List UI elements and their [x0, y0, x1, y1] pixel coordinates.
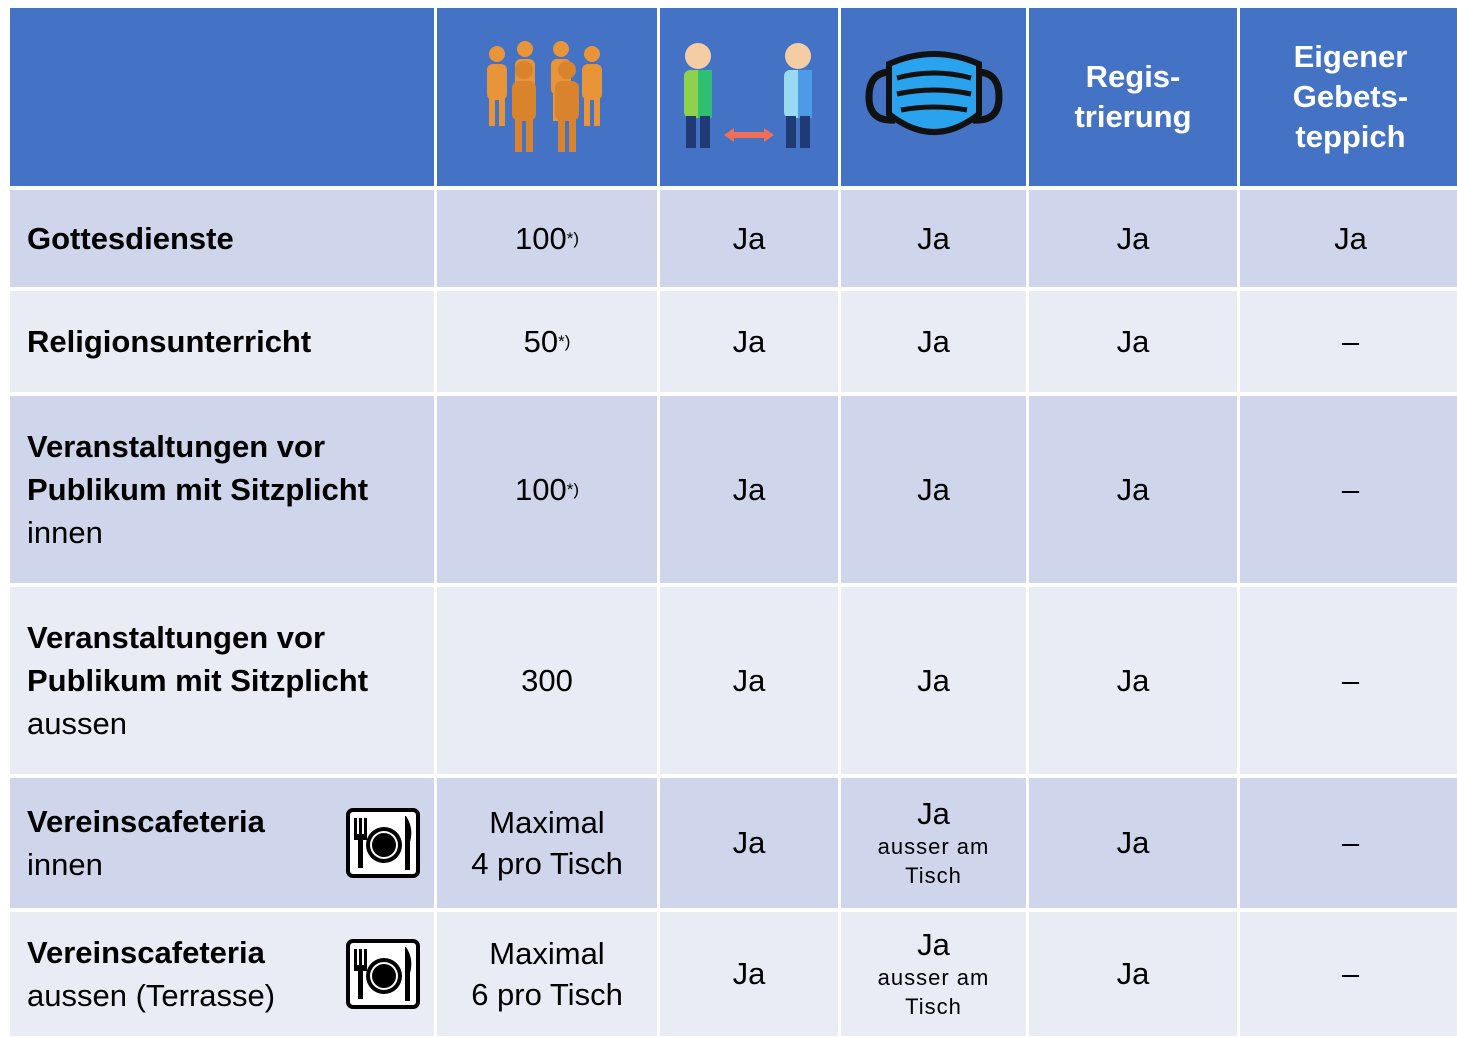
mask-cell	[841, 778, 1026, 908]
prayer-rug-cell: Ja	[1240, 190, 1457, 287]
mask-value: Ja	[917, 927, 950, 962]
face-mask-icon	[859, 42, 1009, 152]
header-registration-line-2: trierung	[1074, 99, 1192, 134]
mask-cell: Ja	[841, 291, 1026, 392]
header-prayer-rug-cell	[1240, 8, 1457, 186]
row-label-veranstaltungen-innen	[10, 396, 434, 583]
prayer-rug-cell: –	[1240, 912, 1457, 1036]
registration-cell: Ja	[1029, 778, 1237, 908]
registration-cell: Ja	[1029, 291, 1237, 392]
distance-cell: Ja	[660, 291, 838, 392]
prayer-rug-cell: –	[1240, 396, 1457, 583]
capacity-cell: 100 *)	[437, 396, 657, 583]
group-of-people-icon	[477, 40, 617, 155]
capacity-line-1: Maximal	[489, 805, 605, 840]
row-title: Vereinscafeteria	[27, 804, 265, 839]
header-prayer-rug-line-3: teppich	[1295, 119, 1406, 154]
mask-value: Ja	[917, 796, 950, 831]
row-label-gottesdienste	[10, 190, 434, 287]
row-title: Religionsunterricht	[27, 324, 312, 359]
capacity-cell	[437, 778, 657, 908]
distance-cell: Ja	[660, 190, 838, 287]
row-label-cafeteria-innen	[10, 778, 434, 908]
row-title-line-2: Publikum mit Sitzplicht	[27, 663, 369, 698]
distance-cell: Ja	[660, 396, 838, 583]
row-title-line-1: Veranstaltungen vor	[27, 620, 326, 655]
capacity-line-2: 6 pro Tisch	[471, 977, 623, 1012]
header-registration-cell	[1029, 8, 1237, 186]
header-registration-line-1: Regis-	[1085, 59, 1181, 94]
capacity-cell: 300	[437, 587, 657, 774]
distance-cell: Ja	[660, 587, 838, 774]
mask-note-line-1: ausser am	[877, 834, 990, 859]
registration-cell: Ja	[1029, 190, 1237, 287]
rules-table	[10, 8, 1457, 1036]
header-capacity-cell	[437, 8, 657, 186]
header-mask-cell	[841, 8, 1026, 186]
distance-cell: Ja	[660, 778, 838, 908]
header-empty-cell	[10, 8, 434, 186]
row-label-cafeteria-aussen	[10, 912, 434, 1036]
registration-cell: Ja	[1029, 396, 1237, 583]
row-subtitle: aussen	[27, 706, 127, 741]
row-subtitle: innen	[27, 515, 103, 550]
capacity-cell: 50 *)	[437, 291, 657, 392]
mask-cell: Ja	[841, 190, 1026, 287]
row-label-veranstaltungen-aussen	[10, 587, 434, 774]
row-title: Gottesdienste	[27, 221, 234, 256]
row-title-line-1: Veranstaltungen vor	[27, 429, 326, 464]
registration-cell: Ja	[1029, 912, 1237, 1036]
dining-plate-icon	[346, 939, 420, 1009]
mask-cell	[841, 912, 1026, 1036]
capacity-cell: 100 *)	[437, 190, 657, 287]
header-prayer-rug-line-1: Eigener	[1293, 39, 1408, 74]
row-label-religionsunterricht	[10, 291, 434, 392]
capacity-value: 100	[514, 220, 567, 256]
mask-note-line-2: Tisch	[905, 994, 962, 1019]
registration-cell: Ja	[1029, 587, 1237, 774]
mask-note-line-1: ausser am	[877, 965, 990, 990]
dining-plate-icon	[346, 808, 420, 878]
header-distance-cell	[660, 8, 838, 186]
distance-cell: Ja	[660, 912, 838, 1036]
capacity-line-2: 4 pro Tisch	[471, 846, 623, 881]
prayer-rug-cell: –	[1240, 778, 1457, 908]
prayer-rug-cell: –	[1240, 587, 1457, 774]
mask-note-line-2: Tisch	[905, 863, 962, 888]
capacity-value: 100	[514, 471, 567, 507]
capacity-cell	[437, 912, 657, 1036]
capacity-value: 50	[523, 323, 559, 359]
mask-cell: Ja	[841, 396, 1026, 583]
row-subtitle: innen	[27, 847, 103, 882]
row-subtitle: aussen (Terrasse)	[27, 978, 276, 1013]
prayer-rug-cell: –	[1240, 291, 1457, 392]
capacity-line-1: Maximal	[489, 936, 605, 971]
distance-people-icon	[674, 40, 824, 155]
mask-cell: Ja	[841, 587, 1026, 774]
row-title-line-2: Publikum mit Sitzplicht	[27, 472, 369, 507]
header-prayer-rug-line-2: Gebets-	[1292, 79, 1409, 114]
row-title: Vereinscafeteria	[27, 935, 265, 970]
